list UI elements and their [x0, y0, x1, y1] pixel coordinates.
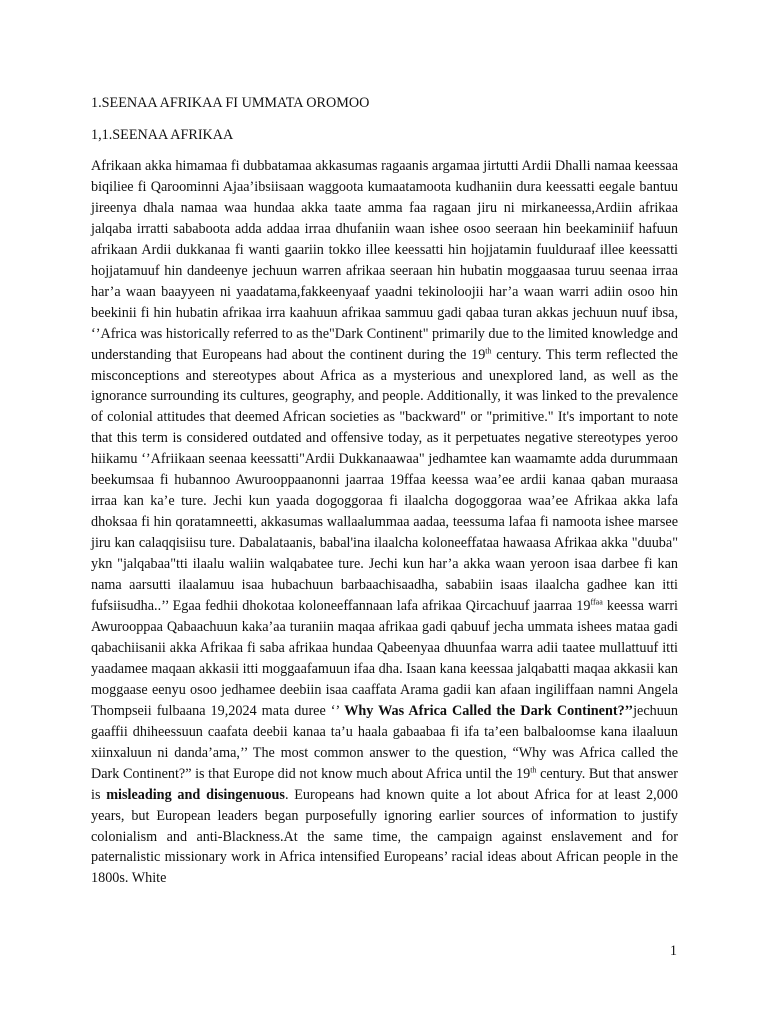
- paragraph-text: century. This term reflected the misconceptions and stereotypes about Africa as a mysterious and unexplored land, as well as the ignorance surrounding its cultures, geography, and people. Additionally, it was linked to the prevalence of colonial attitudes that deemed African societies as "backward" or "primitive." It's important to note that this term is considered outdated and offensive today, as it perpetuates negative stereotypes yeroo hiikamu ‘’Afriikaan seenaa keessatti"Ardii Dukkanaawaa" jedhamtee kan waamamte adda durummaan beekumsaa fi hubannoo Awurooppaanonni jaarraa 19ffaa keessa waa’ee ardii kanaa qaban muraasa irraa kan ka’e ture. Jechi kun yaada dogoggoraa fi ilaalcha dogoggoraa waa’ee Afrikaa akka lafa dhoksaa fi hin qoratamneetti, akkasumas wallaalummaa aadaa, teessuma lafaa fi namoota ishee marsee jiru kan calaqqisiisu ture. Dabalataanis, babal'ina ilaalcha koloneeffataa hawaasa Afrikaa akka "duuba" ykn "jalqabaa"tti ilaalu waliin walqabatee ture. Jechi kun har’a akka waan yeroon isaa darbee fi kan nama aarsutti ilaalamuu isaa hubachuun barbaachisaadha, sababiin isaas ilaalcha gadhee kan itti fufsiisudha..’’ Egaa fedhii dhokotaa koloneeffannaan lafa afrikaa Qircachuuf jaarraa 19: [91, 346, 678, 615]
- paragraph-text: keessa warri Awurooppaa Qabaachuun kaka’aa turaniin maqaa afrikaa gadi qabuuf jecha ummata ishees mataa gadi qabachiisanii akka Afrikaa fi saba afrikaa hundaa Qabeenyaa dhuunfaa warra adii taatee mullattuuf itti yaadamee maqaan akkasii itti moggaafamuun ifaa dha. Isaan kana keessaa jalqabatti maqaa akkasii kan moggaase eenyu osoo jedhamee deebiin isaa caaffata Arama gadii kan afaan ingiliffaan namni Angela Thompseii fulbaana 19,2024 mata duree ‘’: [91, 598, 678, 719]
- bold-emphasis: Why Was Africa Called the Dark Continent?’’: [344, 702, 634, 719]
- paragraph-text: century. But that answer is: [91, 765, 678, 803]
- paragraph-text: Afrikaan akka himamaa fi dubbatamaa akkasumas ragaanis argamaa jirtutti Ardii Dhalli namaa keessaa biqiliee fi Qaroominni Ajaa’ibsiisaan waggoota kumaatamoota kudhaniin dura keessatti eegale bantuu jireenya dhala namaa waa hundaa akka taate amma faa ragaan jiru ni mirkaneessa,Ardiin afrikaa jalqaba irratti sababoota adda addaa irraa dhufaniin waan ishee osoo seeraan hin beekaminiif hafuun afrikaan Ardii dukkanaa fi wanti gaariin tokko illee keessatti hin hojjatamin fuulduraaf illee keessatti hojjatamuuf hin dandeenye jechuun warren afrikaa seeraan hin hubatin moggaasaa turuu seenaa irraa har’a waan baayyeen ni yaadatama,fakkeenyaaf yaadni tekinoloojii har’a waan warri adiin osoo hin beekinii fi hin hubatin afrikaa irra kaahuun afrikaa sammuu gadi qabaa turan akkas jechuun nuuf ibsa, ‘’Africa was historically referred to as the"Dark Continent" primarily due to the limited knowledge and understanding that Europeans had about the continent during the 19: [91, 158, 678, 363]
- paragraph-text: . Europeans had known quite a lot about Africa for at least 2,000 years, but European leaders began purposefully ignoring earlier sources of information to justify colonialism and anti-Blackness.At the same time, the campaign against enslavement and for paternalistic missionary work in Africa intensified Europeans’ racial ideas about African people in the 1800s. White: [91, 786, 678, 887]
- document-content: [91, 93, 678, 889]
- body-paragraph: [91, 156, 678, 889]
- paragraph-text: jechuun gaaffii dhiheessuun caafata deebii kanaa ta’u haala gabaabaa fi ifa ta’een balbaloomse kana ilaaluun xiinxaluun ni danda’ama,’’ The most common answer to the question, “Why was Africa called the Dark Continent?” is that Europe did not know much about Africa until the 19: [91, 702, 678, 782]
- subsection-heading: 1,1.SEENAA AFRIKAA: [91, 127, 234, 143]
- superscript-ordinal: th: [530, 764, 537, 774]
- bold-emphasis: misleading and disingenuous: [106, 786, 285, 803]
- superscript-ordinal: th: [485, 345, 492, 355]
- page-number: 1: [669, 943, 677, 959]
- superscript-ordinal: ffaa: [590, 597, 603, 607]
- section-heading: 1.SEENAA AFRIKAA FI UMMATA OROMOO: [91, 95, 370, 111]
